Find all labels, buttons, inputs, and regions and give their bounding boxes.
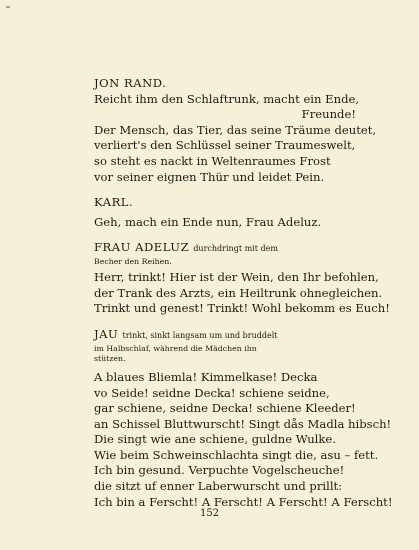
speaker-frau-adeluz [94,240,356,257]
speaker-jon-rand: JON RAND. [94,76,167,90]
verse-text [94,76,393,510]
verse-line: die sitzt uf enner Laberwurscht und prillt: [94,479,343,494]
speaker-name: JAU [94,326,119,341]
verse-line: Freunde! [301,107,356,122]
speaker-jau [94,327,356,344]
verse-line: Reicht ihm den Schlaftrunk, macht ein Ende, [94,91,360,106]
verse-line: an Schissel Bluttwurscht! Singt dås Madla hibsch! [94,416,392,431]
verse-line: so steht es nackt in Weltenraumes Frost [94,153,331,168]
verse-line: gar schiene, seidne Decka! schiene Kleeder! [94,401,356,416]
stage-direction: im Halbschlaf, während die Mädchen ihn [94,343,257,353]
speaker-karl: KARL. [94,195,134,210]
verse-line: Der Mensch, das Tier, das seine Träume deutet, [94,122,377,137]
stage-direction: durchdringt mit dem [193,244,278,254]
page-number: 152 [199,508,220,519]
verse-line: Geh, mach ein Ende nun, Frau Adeluz. [94,214,322,229]
verse-line: der Trank des Arzts, ein Heiltrunk ohnegleichen. [94,285,383,300]
verse-line: Herr, trinkt! Hier ist der Wein, den Ihr befohlen, [94,270,379,285]
verse-line: Wie beim Schweinschlachta singt die, asu – fett. [94,447,379,462]
stage-direction: stützen. [94,353,126,363]
verse-line: Trinkt und genest! Trinkt! Wohl bekomm es Euch! [94,301,390,316]
page-speck [6,6,10,8]
stage-direction: trinkt, sinkt langsam um und bruddelt [122,330,278,340]
verse-line: verliert's den Schlüssel seiner Traumeswelt, [94,138,356,153]
stage-direction: Becher den Reihen. [94,256,172,266]
speaker-name: FRAU ADELUZ [94,240,190,255]
verse-line: Ich bin gesund. Verpuchte Vogelscheuche! [94,463,345,478]
verse-line: Ich bin a Ferscht! A Ferscht! A Ferscht! A Ferscht! [94,494,393,509]
verse-line: Die singt wie ane schiene, guldne Wulke. [94,432,336,447]
verse-line: vor seiner eignen Thür und leidet Pein. [94,169,325,184]
verse-line: A blaues Bliemla! Kimmelkase! Decka [94,369,318,384]
verse-line: vo Seide! seidne Decka! schiene seidne, [94,385,330,400]
